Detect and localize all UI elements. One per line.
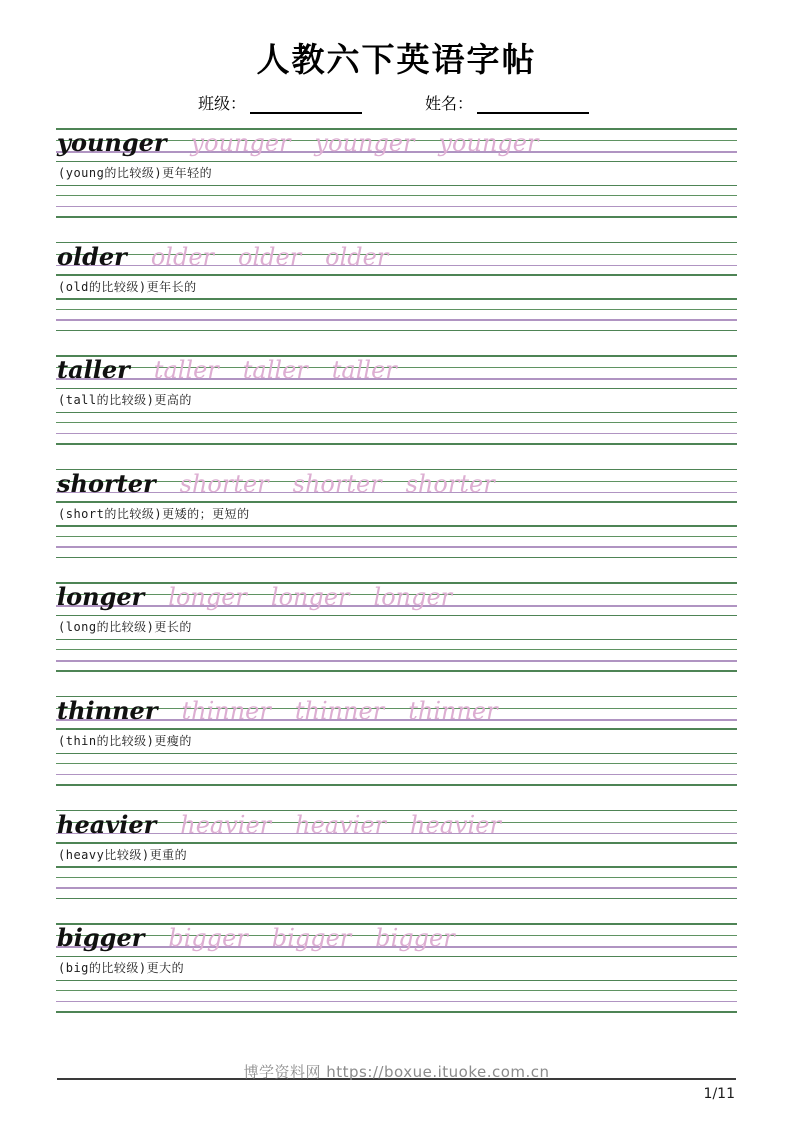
name-field [425,91,589,114]
word-section [56,242,737,356]
word-trace: older [238,242,302,271]
word-definition: (long的比较级)更长的 [58,620,192,635]
word-trace: heavier [295,810,387,839]
word-definition: (old的比较级)更年长的 [58,279,197,294]
grid-line-purple-base [56,660,737,662]
word-row [57,577,737,617]
word-sections [56,128,737,1037]
writing-grid-word [56,242,737,276]
word-row [57,805,737,845]
word-section [56,810,737,924]
grid-line-green-bottom [56,1011,737,1013]
grid-line-purple-base [56,433,737,435]
grid-line-green-bottom [56,670,737,672]
writing-grid-word [56,696,737,730]
word-trace: bigger [375,924,455,953]
grid-line-purple-base [56,319,737,321]
word-trace: taller [242,356,308,385]
word-definition: (short的比较级)更矮的；更短的 [58,506,250,521]
grid-line-purple-base [56,546,737,548]
word-trace: thinner [294,696,385,725]
word-section [56,469,737,583]
word-trace: younger [438,129,539,157]
grid-line-green-mid [56,422,737,423]
word-trace: younger [190,129,291,157]
grid-line-green-bottom [56,443,737,445]
word-sample: older [57,241,127,271]
grid-line-green-top [56,753,737,755]
word-trace: heavier [180,810,272,839]
class-field [198,91,362,114]
page-number: 1/11 [703,1086,735,1102]
grid-line-green-top [56,866,737,868]
word-definition: (thin的比较级)更瘦的 [58,733,192,748]
word-trace: older [325,242,389,271]
word-trace: shorter [179,469,269,498]
writing-grid-word [56,128,737,162]
class-blank-line [250,96,362,114]
word-trace: longer [373,583,453,612]
word-section [56,923,737,1037]
grid-line-purple-base [56,887,737,889]
word-trace: shorter [292,469,382,498]
word-trace: younger [314,129,415,157]
word-trace: thinner [181,696,271,725]
word-row [57,123,737,163]
writing-grid-practice [56,639,737,672]
writing-grid-practice [56,866,737,899]
footer-site-link[interactable]: 博学资料网 https://boxue.ituoke.com.cn [243,1063,550,1081]
word-trace: bigger [168,924,248,953]
word-row [57,350,737,390]
name-blank-line [477,96,589,114]
word-trace: heavier [410,810,501,839]
grid-line-green-top [56,298,737,300]
grid-line-green-bottom [56,557,737,559]
class-label: 班级： [198,96,247,113]
writing-grid-practice [56,185,737,218]
word-sample: thinner [57,695,158,725]
word-section [56,582,737,696]
name-label: 姓名： [425,96,474,113]
grid-line-purple-base [56,1001,737,1003]
word-trace: shorter [405,469,495,498]
word-trace: bigger [271,924,352,953]
writing-grid-practice [56,980,737,1013]
writing-grid-practice [56,298,737,331]
grid-line-green-mid [56,990,737,991]
word-trace: taller [331,356,397,385]
writing-grid-word [56,923,737,957]
word-section [56,355,737,469]
grid-line-green-top [56,980,737,982]
word-sample: taller [57,355,130,385]
word-sample: heavier [57,809,157,839]
grid-line-green-mid [56,763,737,764]
page-title: 人教六下英语字帖 [256,43,537,79]
grid-line-green-mid [56,877,737,878]
word-section [56,696,737,810]
word-sample: shorter [57,468,156,498]
word-trace: older [150,242,214,271]
grid-line-green-mid [56,195,737,196]
grid-line-purple-base [56,206,737,208]
writing-grid-word [56,469,737,503]
word-trace: longer [270,583,350,612]
writing-grid-practice [56,412,737,445]
grid-line-green-bottom [56,216,737,218]
word-definition: (tall的比较级)更高的 [58,393,192,408]
word-definition: (young的比较级)更年轻的 [58,166,213,180]
writing-grid-practice [56,753,737,786]
grid-line-green-top [56,412,737,414]
word-definition: (heavy比较级)更重的 [58,847,188,862]
word-sample: younger [57,128,167,157]
grid-line-green-mid [56,649,737,650]
writing-grid-word [56,810,737,844]
word-row [57,237,737,277]
grid-line-green-mid [56,309,737,310]
grid-line-green-bottom [56,784,737,786]
writing-grid-word [56,355,737,389]
grid-line-green-mid [56,536,737,537]
writing-grid-practice [56,525,737,558]
grid-line-green-top [56,525,737,527]
word-trace: thinner [408,696,498,725]
word-definition: (big的比较级)更大的 [58,961,185,976]
writing-grid-word [56,582,737,616]
grid-line-green-top [56,639,737,641]
grid-line-green-bottom [56,330,737,332]
grid-line-green-top [56,185,737,187]
word-row [57,918,737,958]
student-info-row [0,91,793,113]
grid-line-purple-base [56,774,737,776]
word-sample: longer [57,582,145,612]
word-trace: taller [153,356,219,385]
grid-line-green-bottom [56,898,737,900]
word-row [57,464,737,504]
word-section [56,128,737,242]
word-sample: bigger [57,923,145,953]
word-trace: longer [168,583,247,612]
word-row [57,691,737,731]
